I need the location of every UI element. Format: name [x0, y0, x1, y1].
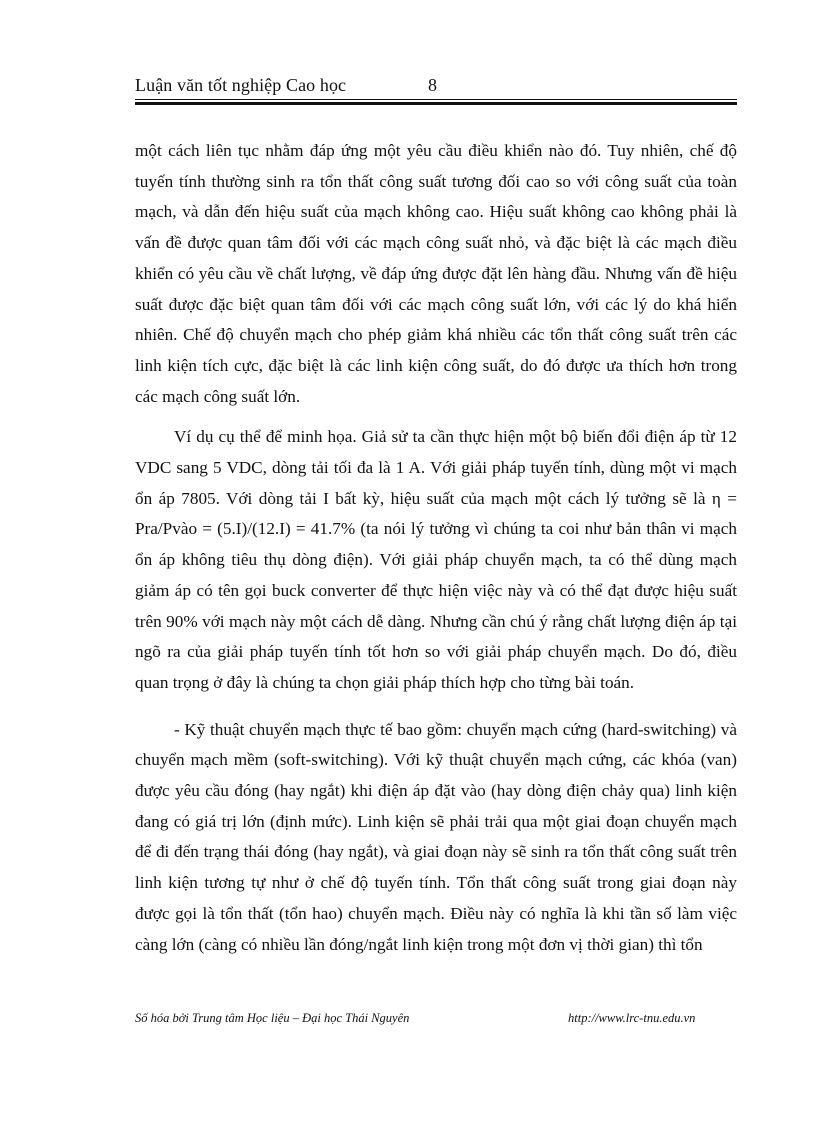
footer-url: http://www.lrc-tnu.edu.vn	[568, 1011, 696, 1025]
paragraph-3: - Kỹ thuật chuyển mạch thực tế bao gồm: chuyển mạch cứng (hard-switching) và chuyển mạch mềm (soft-switching). Với kỹ thuật chuyển mạch cứng, các khóa (van) được yêu cầu đóng (hay ngắt) khi điện áp đặt vào (hay dòng điện chảy qua) linh kiện đang có giá trị lớn (định mức). Linh kiện sẽ phải trải qua một giai đoạn chuyển mạch để đi đến trạng thái đóng (hay ngắt), và giai đoạn này sẽ sinh ra tổn thất công suất trên linh kiện tương tự như ở chế độ tuyến tính. Tổn thất công suất trong giai đoạn này được gọi là tổn thất (tổn hao) chuyển mạch. Điều này có nghĩa là khi tần số làm việc càng lớn (càng có nhiều lần đóng/ngắt linh kiện trong một đơn vị thời gian) thì tổn	[135, 719, 737, 954]
page-header	[135, 75, 737, 99]
paragraph-1: một cách liên tục nhằm đáp ứng một yêu cầu điều khiển nào đó. Tuy nhiên, chế độ tuyến tính thường sinh ra tổn thất công suất tương đối cao so với công suất của toàn mạch, và dẫn đến hiệu suất của mạch không cao. Hiệu suất không cao không phải là vấn đề được quan tâm đối với các mạch công suất nhỏ, và đặc biệt là các mạch điều khiển có yêu cầu về chất lượng, về đáp ứng được đặt lên hàng đầu. Nhưng vấn đề hiệu suất được đặc biệt quan tâm đối với các mạch công suất lớn, với các lý do khá hiển nhiên. Chế độ chuyển mạch cho phép giảm khá nhiều các tổn thất công suất trên các linh kiện tích cực, đặc biệt là các linh kiện công suất, do đó được ưa thích hơn trong các mạch công suất lớn.	[135, 141, 737, 406]
footer-source: Số hóa bởi Trung tâm Học liệu – Đại học Thái Nguyên	[135, 1011, 410, 1025]
paragraph-2: Ví dụ cụ thể để minh họa. Giả sử ta cần thực hiện một bộ biến đổi điện áp từ 12 VDC sang 5 VDC, dòng tải tối đa là 1 A. Với giải pháp tuyến tính, dùng một vi mạch ổn áp 7805. Với dòng tải I bất kỳ, hiệu suất của mạch một cách lý tưởng sẽ là η = Pra/Pvào = (5.I)/(12.I) = 41.7% (ta nói lý tưởng vì chúng ta coi như bản thân vi mạch ổn áp không tiêu thụ dòng điện). Với giải pháp chuyển mạch, ta có thể dùng mạch giảm áp có tên gọi buck converter để thực hiện việc này và có thể đạt được hiệu suất trên 90% với mạch này một cách dễ dàng. Nhưng cần chú ý rằng chất lượng điện áp tại ngõ ra của giải pháp tuyến tính tốt hơn so với giải pháp chuyển mạch. Do đó, điều quan trọng ở đây là chúng ta chọn giải pháp thích hợp cho từng bài toán.	[135, 427, 737, 692]
page-footer	[135, 1011, 737, 1031]
header-rule-thin	[135, 99, 737, 100]
header-rule-thick	[135, 102, 737, 105]
page-number: 8	[428, 75, 437, 95]
header-title: Luận văn tốt nghiệp Cao học	[135, 75, 347, 95]
body-text	[135, 136, 737, 960]
